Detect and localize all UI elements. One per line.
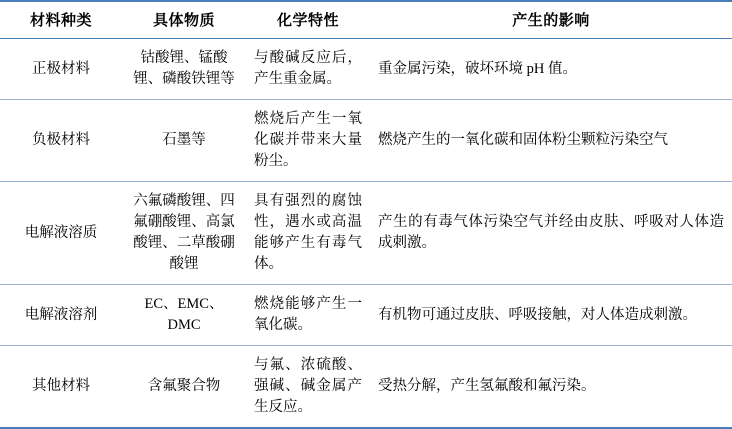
cell-specific-substance: 含氟聚合物 — [122, 346, 246, 429]
cell-specific-substance: EC、EMC、DMC — [122, 285, 246, 346]
table-row — [0, 182, 732, 285]
table-body — [0, 39, 732, 429]
cell-material-category: 电解液溶剂 — [0, 285, 122, 346]
cell-material-category: 电解液溶质 — [0, 182, 122, 285]
cell-material-category: 正极材料 — [0, 39, 122, 100]
table-header — [0, 1, 732, 39]
cell-specific-substance: 石墨等 — [122, 100, 246, 182]
cell-chemical-property: 燃烧能够产生一氧化碳。 — [246, 285, 370, 346]
cell-chemical-property: 与酸碱反应后，产生重金属。 — [246, 39, 370, 100]
table-row — [0, 346, 732, 429]
table-row — [0, 100, 732, 182]
cell-material-category: 负极材料 — [0, 100, 122, 182]
cell-impact: 产生的有毒气体污染空气并经由皮肤、呼吸对人体造成刺激。 — [370, 182, 732, 285]
column-header-material-category: 材料种类 — [0, 1, 122, 39]
cell-impact: 有机物可通过皮肤、呼吸接触，对人体造成刺激。 — [370, 285, 732, 346]
cell-chemical-property: 与氟、浓硫酸、强碱、碱金属产生反应。 — [246, 346, 370, 429]
table-row — [0, 39, 732, 100]
cell-specific-substance: 钴酸锂、锰酸锂、磷酸铁锂等 — [122, 39, 246, 100]
column-header-impact: 产生的影响 — [370, 1, 732, 39]
cell-chemical-property: 燃烧后产生一氧化碳并带来大量粉尘。 — [246, 100, 370, 182]
table-header-row — [0, 1, 732, 39]
column-header-chemical-property: 化学特性 — [246, 1, 370, 39]
cell-impact: 受热分解，产生氢氟酸和氟污染。 — [370, 346, 732, 429]
cell-material-category: 其他材料 — [0, 346, 122, 429]
cell-impact: 燃烧产生的一氧化碳和固体粉尘颗粒污染空气 — [370, 100, 732, 182]
cell-chemical-property: 具有强烈的腐蚀性，遇水或高温能够产生有毒气体。 — [246, 182, 370, 285]
column-header-specific-substance: 具体物质 — [122, 1, 246, 39]
table-row — [0, 285, 732, 346]
cell-specific-substance: 六氟磷酸锂、四氟硼酸锂、高氯酸锂、二草酸硼酸锂 — [122, 182, 246, 285]
cell-impact: 重金属污染，破坏环境 pH 值。 — [370, 39, 732, 100]
